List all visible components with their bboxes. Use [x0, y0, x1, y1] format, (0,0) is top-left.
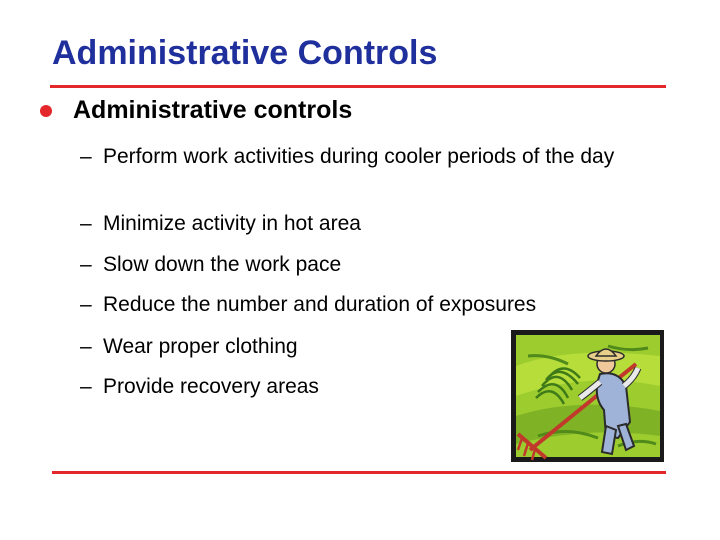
slide-title: Administrative Controls	[52, 34, 438, 72]
dash-icon: –	[80, 293, 92, 316]
sub-bullet-text: Reduce the number and duration of exposures	[103, 293, 537, 316]
sub-bullet-item	[80, 211, 663, 237]
sub-bullet-text: Perform work activities during cooler periods of the day	[103, 145, 615, 168]
dash-icon: –	[80, 212, 92, 235]
bullet-dot-icon	[40, 105, 52, 117]
dash-icon: –	[80, 145, 92, 168]
dash-icon: –	[80, 335, 92, 358]
sub-bullet-item	[80, 144, 653, 170]
dash-icon: –	[80, 375, 92, 398]
sub-bullet-item	[80, 292, 663, 318]
main-bullet	[40, 96, 352, 125]
title-divider	[50, 85, 666, 88]
sub-bullet-text: Provide recovery areas	[103, 375, 319, 398]
sub-bullet-text: Slow down the work pace	[103, 253, 342, 276]
dash-icon: –	[80, 253, 92, 276]
sub-bullet-text: Minimize activity in hot area	[103, 212, 361, 235]
footer-divider	[52, 471, 666, 474]
farmer-raking-clipart-icon	[508, 326, 666, 464]
main-bullet-text: Administrative controls	[73, 96, 353, 124]
sub-bullet-item	[80, 252, 663, 278]
sub-bullet-text: Wear proper clothing	[103, 335, 298, 358]
